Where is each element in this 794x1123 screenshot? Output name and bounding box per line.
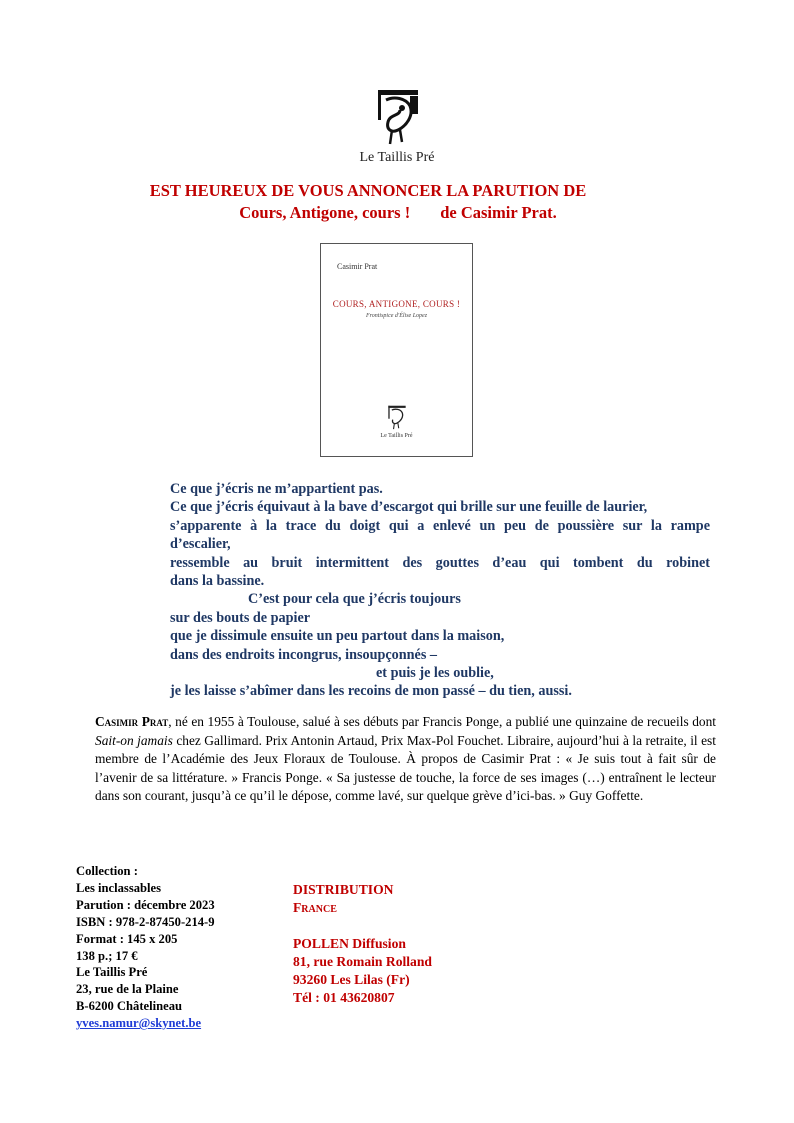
cover-title: COURS, ANTIGONE, COURS ! (332, 299, 461, 309)
publisher-name: Le Taillis Pré (359, 150, 435, 165)
distribution-heading: DISTRIBUTION (293, 882, 394, 897)
poem-line: Ce que j’écris ne m’appartient pas. (170, 481, 383, 497)
poem-line: dans la bassine. (170, 573, 265, 590)
detail-line: Format : 145 x 205 (76, 931, 178, 946)
detail-line: 138 p.; 17 € (76, 948, 138, 963)
detail-line: ISBN : 978-2-87450-214-9 (76, 914, 215, 929)
bio-text: , né en 1955 à Toulouse, salué à ses débuts par Francis Ponge, a publié une quinzaine de recueils dont (168, 714, 717, 729)
book-byline: de Casimir Prat. (440, 203, 557, 222)
book-details (76, 863, 215, 1032)
book-cover (320, 243, 473, 457)
author-name: Casimir Prat (95, 714, 169, 729)
poem-line: Ce que j’écris équivaut à la bave d’escargot qui brille sur une feuille de laurier, (170, 499, 648, 516)
distribution-country: France (293, 900, 337, 915)
distributor-phone: Tél : 01 43620807 (293, 990, 395, 1005)
cover-publisher: Le Taillis Pré (380, 433, 413, 439)
poem-line: ressemble au bruit intermittent des gouttes d’eau qui tombent du robinet (170, 554, 710, 571)
bio-work-title: Sait-on jamais (95, 732, 173, 748)
distributor-city: 93260 Les Lilas (Fr) (293, 972, 410, 987)
distributor-street: 81, rue Romain Rolland (293, 954, 432, 969)
author-biography (95, 713, 716, 806)
cover-logo-icon (387, 404, 407, 430)
poem-excerpt (170, 480, 710, 701)
detail-line: Collection : (76, 864, 138, 878)
book-title: Cours, Antigone, cours ! (239, 203, 411, 222)
detail-line: Le Taillis Pré (76, 965, 148, 980)
poem-line: que je dissimule ensuite un peu partout dans la maison, (170, 628, 505, 645)
poem-line: s’apparente à la trace du doigt qui a enlevé un peu de poussière sur la rampe (170, 517, 710, 534)
cover-subtitle: Frontispice d'Élise Lopez (365, 313, 428, 319)
poem-line: sur des bouts de papier (170, 609, 311, 626)
distribution-info (293, 881, 432, 1007)
cover-author: Casimir Prat (337, 262, 378, 271)
detail-line: Parution : décembre 2023 (76, 897, 215, 912)
distributor-name: POLLEN Diffusion (293, 936, 406, 951)
detail-line: B-6200 Châtelineau (76, 999, 183, 1014)
book-title-line (30, 203, 766, 223)
detail-line: 23, rue de la Plaine (76, 982, 179, 997)
announcement-headline: EST HEUREUX DE VOUS ANNONCER LA PARUTION DE (149, 181, 587, 200)
poem-line: je les laisse s’abîmer dans les recoins de mon passé – du tien, aussi. (170, 683, 572, 700)
bio-text: chez Gallimard. Prix Antonin Artaud, Prix Max-Pol Fouchet. Libraire, aujourd’hui à la retraite, il est membre de l’Académie des Jeux Floraux de Toulouse. À propos de Casimir Prat : « Je suis tout à fait sûr de l’avenir de sa littérature. » Francis Ponge. « Sa justesse de touche, la force de ses images (…) entraînent le lecteur dans son courant, jusqu’à ce qu’il le dépose, comme lavé, sur quelque grève d’ici-bas. » Guy Goffette. (95, 732, 716, 804)
poem-line: dans des endroits incongrus, insoupçonnés – (170, 646, 438, 663)
detail-line: Les inclassables (76, 880, 162, 895)
poem-line: et puis je les oublie, (376, 665, 494, 682)
poem-line: C’est pour cela que j’écris toujours (248, 591, 461, 608)
poem-line: d’escalier, (170, 536, 231, 553)
email-link[interactable]: yves.namur@skynet.be (76, 1016, 202, 1031)
publisher-logo-icon (376, 86, 420, 146)
